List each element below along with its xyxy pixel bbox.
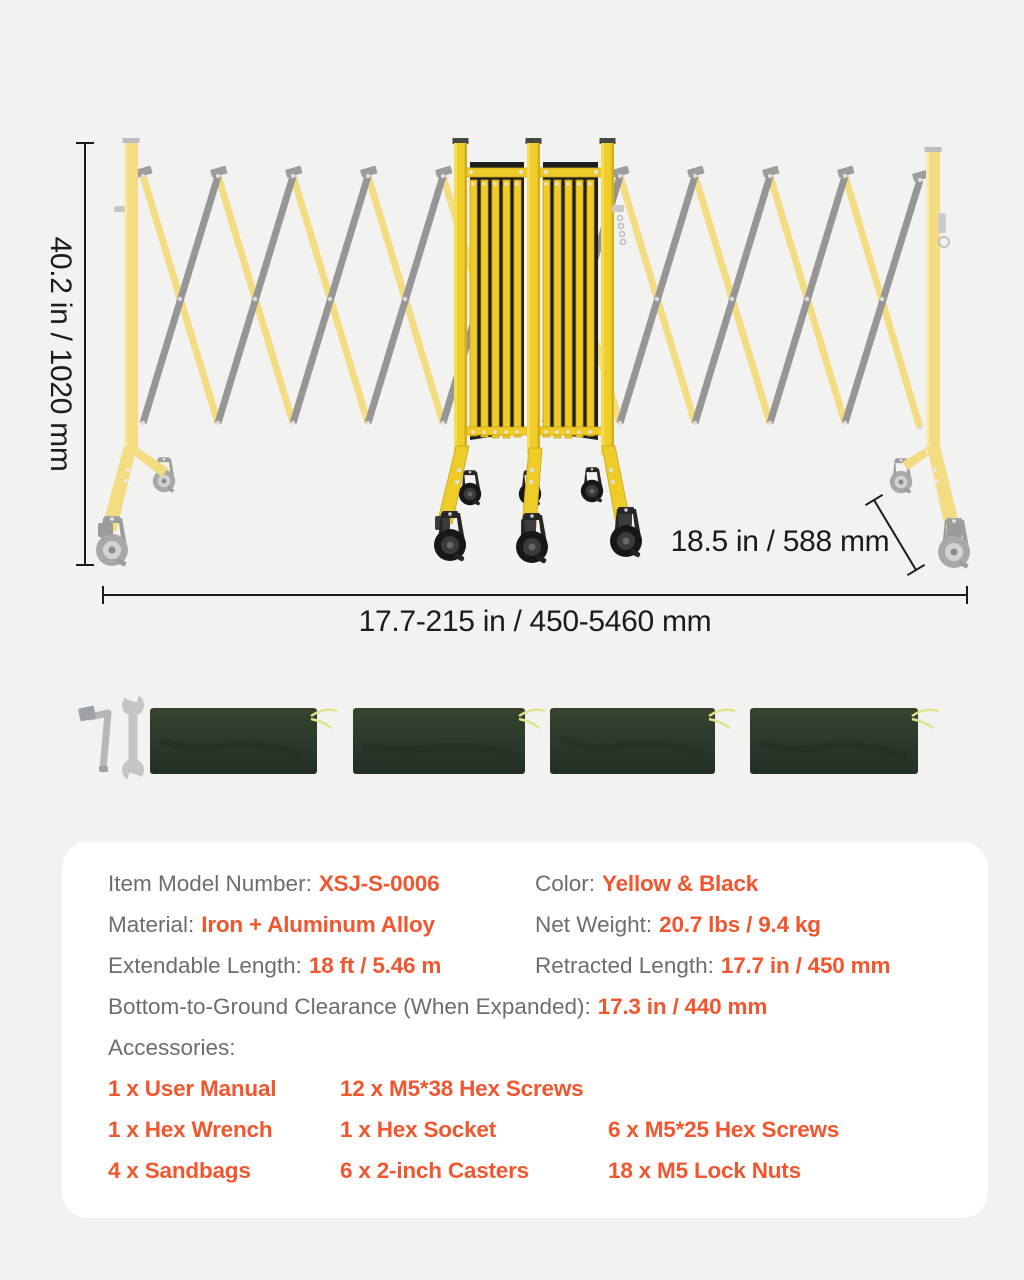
spec-row-material-weight — [108, 904, 988, 945]
hex-wrench-icon — [78, 705, 108, 772]
material-label: Material: — [108, 911, 195, 937]
accessories-illustration — [0, 690, 1024, 800]
accessory-m525-screws: 6 x M5*25 Hex Screws — [608, 1116, 840, 1142]
color-label: Color: — [535, 870, 596, 896]
accessory-hex-wrench: 1 x Hex Wrench — [108, 1116, 273, 1142]
spec-row-accessories-title — [108, 1027, 988, 1068]
accessory-hex-socket: 1 x Hex Socket — [340, 1116, 497, 1142]
width-dimension-label: 17.7-215 in / 450-5460 mm — [358, 605, 712, 638]
retracted-length-value: 17.7 in / 450 mm — [720, 952, 891, 978]
spec-row-model-color — [108, 863, 988, 904]
sandbag-3 — [550, 708, 735, 774]
lock-pin-chain — [612, 205, 626, 245]
accessory-lock-nuts: 18 x M5 Lock Nuts — [608, 1157, 801, 1183]
material-value: Iron + Aluminum Alloy — [201, 911, 435, 937]
net-weight-value: 20.7 lbs / 9.4 kg — [659, 911, 821, 937]
depth-dimension-label: 18.5 in / 588 mm — [670, 525, 890, 558]
net-weight-label: Net Weight: — [535, 911, 653, 937]
model-number-value: XSJ-S-0006 — [318, 870, 440, 896]
clearance-value: 17.3 in / 440 mm — [597, 993, 768, 1019]
sandbag-4 — [750, 708, 938, 774]
accessory-m538-screws: 12 x M5*38 Hex Screws — [340, 1075, 584, 1101]
accessory-casters: 6 x 2-inch Casters — [340, 1157, 529, 1183]
accessory-user-manual: 1 x User Manual — [108, 1075, 277, 1101]
color-value: Yellow & Black — [602, 870, 759, 896]
sandbag-2 — [353, 708, 545, 774]
spec-row-lengths — [108, 945, 988, 986]
sandbag-1 — [150, 708, 337, 774]
model-number-label: Item Model Number: — [108, 870, 312, 896]
extendable-length-value: 18 ft / 5.46 m — [308, 952, 442, 978]
accessory-sandbags: 4 x Sandbags — [108, 1157, 251, 1183]
retracted-length-label: Retracted Length: — [535, 952, 714, 978]
open-end-wrench-icon — [122, 690, 144, 790]
extendable-length-label: Extendable Length: — [108, 952, 302, 978]
accessories-row-3 — [108, 1150, 988, 1191]
height-dimension-label: 40.2 in / 1020 mm — [44, 236, 77, 472]
spec-row-clearance — [108, 986, 988, 1027]
accessories-row-2 — [108, 1109, 988, 1150]
spec-panel — [62, 842, 988, 1218]
retracted-barrier-unit — [434, 138, 642, 564]
accessories-label: Accessories: — [108, 1034, 236, 1060]
clearance-label: Bottom-to-Ground Clearance (When Expanded): — [108, 993, 591, 1019]
accessories-row-1 — [108, 1068, 988, 1109]
